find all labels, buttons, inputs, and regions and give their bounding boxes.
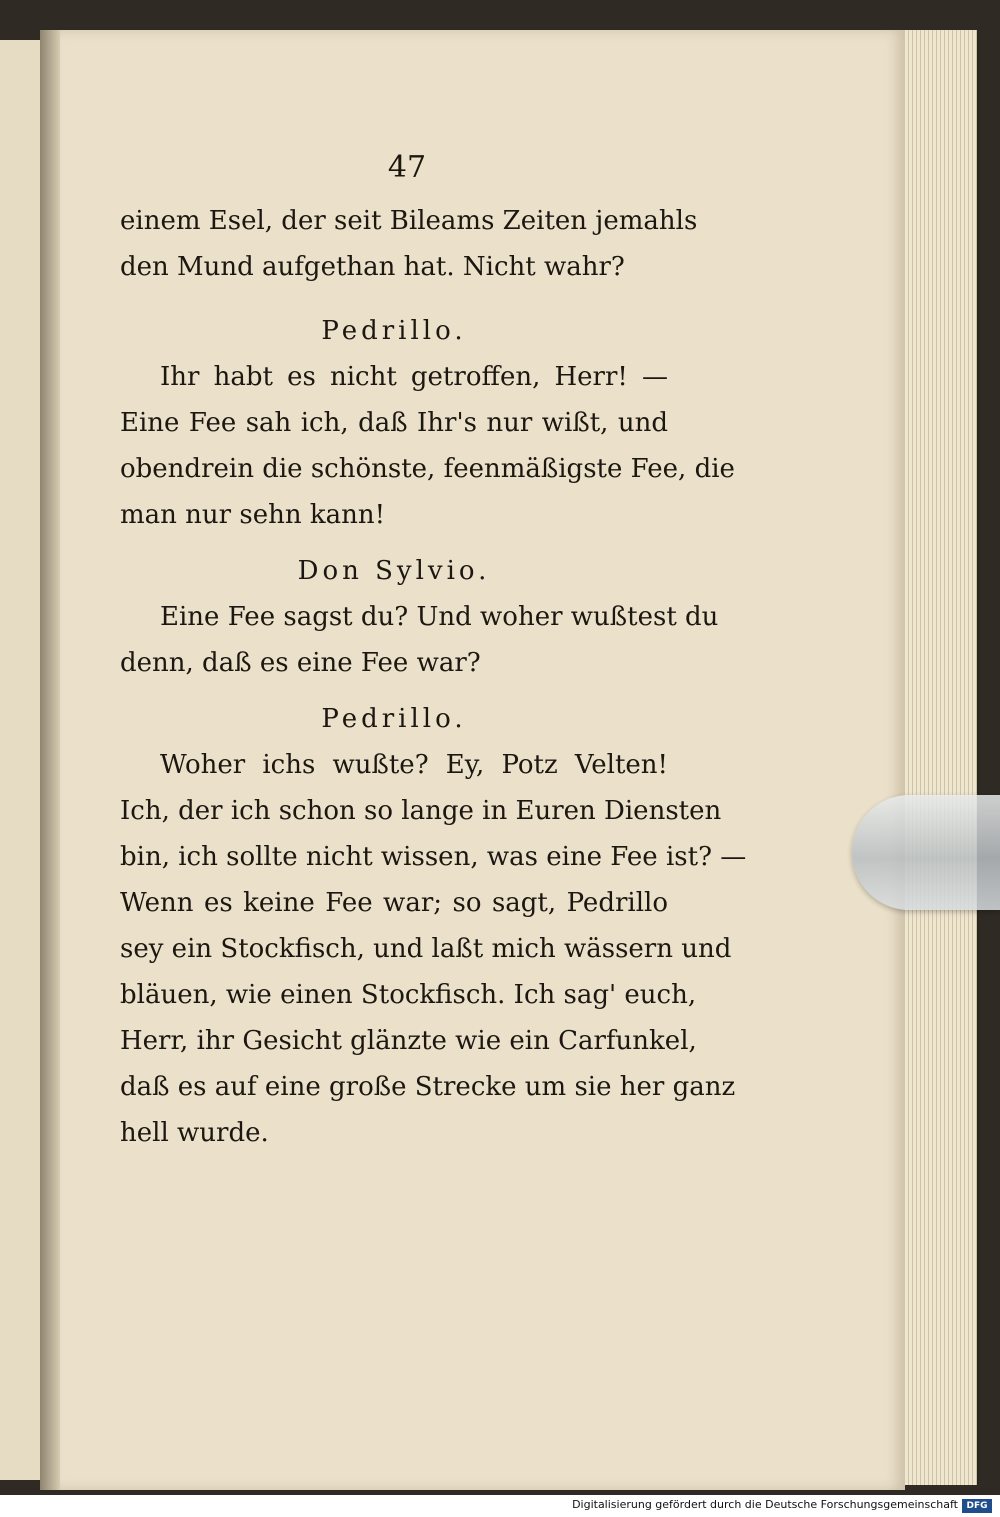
text-line: man nur sehn kann! (120, 500, 386, 530)
dfg-logo: DFG (962, 1499, 992, 1513)
text-line: Ich, der ich schon so lange in Euren Diensten (120, 796, 722, 826)
text-line: Herr, ihr Gesicht glänzte wie ein Carfunkel, (120, 1026, 697, 1056)
text-line: den Mund aufgethan hat. Nicht wahr? (120, 252, 625, 282)
text-line: denn, daß es eine Fee war? (120, 648, 481, 678)
page-stack-edges (905, 30, 979, 1485)
text-line: Woher ichs wußte? Ey, Potz Velten! (160, 750, 668, 780)
page-clip (852, 795, 1000, 910)
text-line: Wenn es keine Fee war; so sagt, Pedrillo (120, 888, 668, 918)
speaker-name: Pedrillo. (321, 704, 467, 734)
text-line: einem Esel, der seit Bileams Zeiten jemahls (120, 206, 698, 236)
text-line: bin, ich sollte nicht wissen, was eine Fee ist? — (120, 842, 747, 872)
funding-credit: Digitalisierung gefördert durch die Deutsche Forschungsgemeinschaft (572, 1498, 958, 1511)
text-line: Eine Fee sagst du? Und woher wußtest du (160, 602, 719, 632)
text-line: bläuen, wie einen Stockfisch. Ich sag' euch, (120, 980, 697, 1010)
text-line: obendrein die schönste, feenmäßigste Fee, die (120, 454, 735, 484)
page-number: 47 (387, 150, 427, 185)
book-gutter (40, 30, 60, 1490)
footer-bar (0, 1495, 1000, 1517)
speaker-name: Pedrillo. (321, 316, 467, 346)
left-page-edge (0, 40, 43, 1480)
text-line: Ihr habt es nicht getroffen, Herr! — (160, 362, 668, 392)
text-line: daß es auf eine große Strecke um sie her ganz (120, 1072, 736, 1102)
speaker-name: Don Sylvio. (297, 556, 491, 586)
text-line: hell wurde. (120, 1118, 269, 1148)
text-line: Eine Fee sah ich, daß Ihr's nur wißt, und (120, 408, 668, 438)
text-line: sey ein Stockfisch, und laßt mich wässern und (120, 934, 732, 964)
